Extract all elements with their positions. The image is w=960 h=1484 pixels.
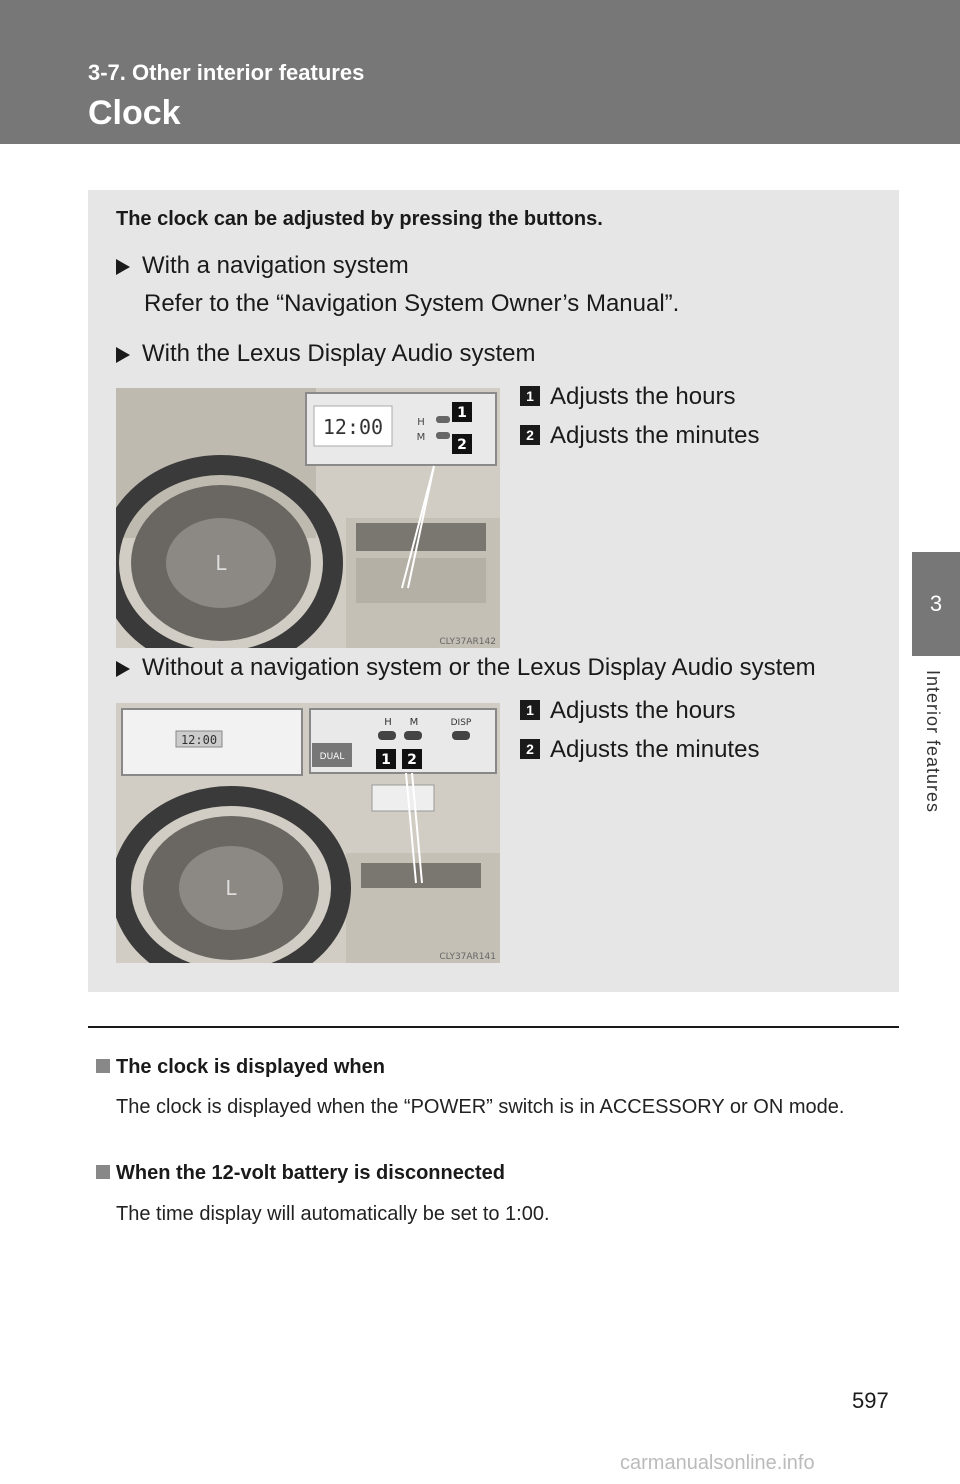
- panel-intro: The clock can be adjusted by pressing the buttons.: [116, 208, 603, 230]
- without-nav-heading: Without a navigation system or the Lexus Display Audio system: [116, 654, 816, 682]
- section-title: 3-7. Other interior features: [88, 60, 365, 85]
- triangle-bullet-icon: [116, 347, 130, 363]
- svg-text:M: M: [416, 432, 426, 443]
- svg-text:12:00: 12:00: [180, 733, 218, 747]
- svg-text:DUAL: DUAL: [319, 752, 345, 762]
- square-bullet-icon: [96, 1059, 110, 1073]
- svg-text:L: L: [215, 551, 227, 575]
- page-number: 597: [852, 1388, 889, 1413]
- legend-item-hours-a: 1 Adjusts the hours: [520, 383, 735, 411]
- image-code: CLY37AR141: [439, 952, 496, 962]
- number-1-icon: 1: [520, 700, 540, 720]
- chapter-label: Interior features: [923, 670, 943, 814]
- dashboard-image-basic: [116, 703, 500, 963]
- triangle-bullet-icon: [116, 661, 130, 677]
- page-header: [0, 0, 960, 144]
- svg-text:L: L: [225, 876, 237, 900]
- nav-text: Refer to the “Navigation System Owner’s Manual”.: [144, 290, 680, 317]
- legend-item-minutes-a: 2 Adjusts the minutes: [520, 422, 759, 450]
- page-title: Clock: [88, 94, 181, 132]
- chapter-tab[interactable]: 3: [912, 552, 960, 656]
- number-2-icon: 2: [520, 425, 540, 445]
- section-divider: [88, 1026, 899, 1028]
- clock-display-text: 12:00: [322, 415, 384, 439]
- note-heading-display: The clock is displayed when: [96, 1056, 385, 1079]
- note-heading-battery: When the 12-volt battery is disconnected: [96, 1162, 505, 1185]
- square-bullet-icon: [96, 1165, 110, 1179]
- svg-text:2: 2: [407, 752, 417, 768]
- dashboard-image-audio: [116, 388, 500, 648]
- svg-text:M: M: [409, 717, 419, 728]
- svg-text:H: H: [417, 417, 425, 428]
- number-1-icon: 1: [520, 386, 540, 406]
- image-code: CLY37AR142: [439, 637, 496, 647]
- watermark[interactable]: carmanualsonline.info: [620, 1452, 815, 1474]
- note-text-battery: The time display will automatically be set to 1:00.: [116, 1203, 550, 1225]
- number-2-icon: 2: [520, 739, 540, 759]
- lexus-audio-heading: With the Lexus Display Audio system: [116, 340, 536, 368]
- triangle-bullet-icon: [116, 259, 130, 275]
- svg-text:2: 2: [457, 437, 467, 453]
- note-text-display: The clock is displayed when the “POWER” switch is in ACCESSORY or ON mode.: [116, 1096, 845, 1118]
- nav-heading: With a navigation system: [116, 252, 409, 280]
- svg-text:1: 1: [457, 405, 467, 421]
- svg-text:DISP: DISP: [450, 718, 472, 728]
- svg-text:1: 1: [381, 752, 391, 768]
- svg-text:H: H: [384, 717, 392, 728]
- legend-item-hours-b: 1 Adjusts the hours: [520, 697, 735, 725]
- legend-item-minutes-b: 2 Adjusts the minutes: [520, 736, 759, 764]
